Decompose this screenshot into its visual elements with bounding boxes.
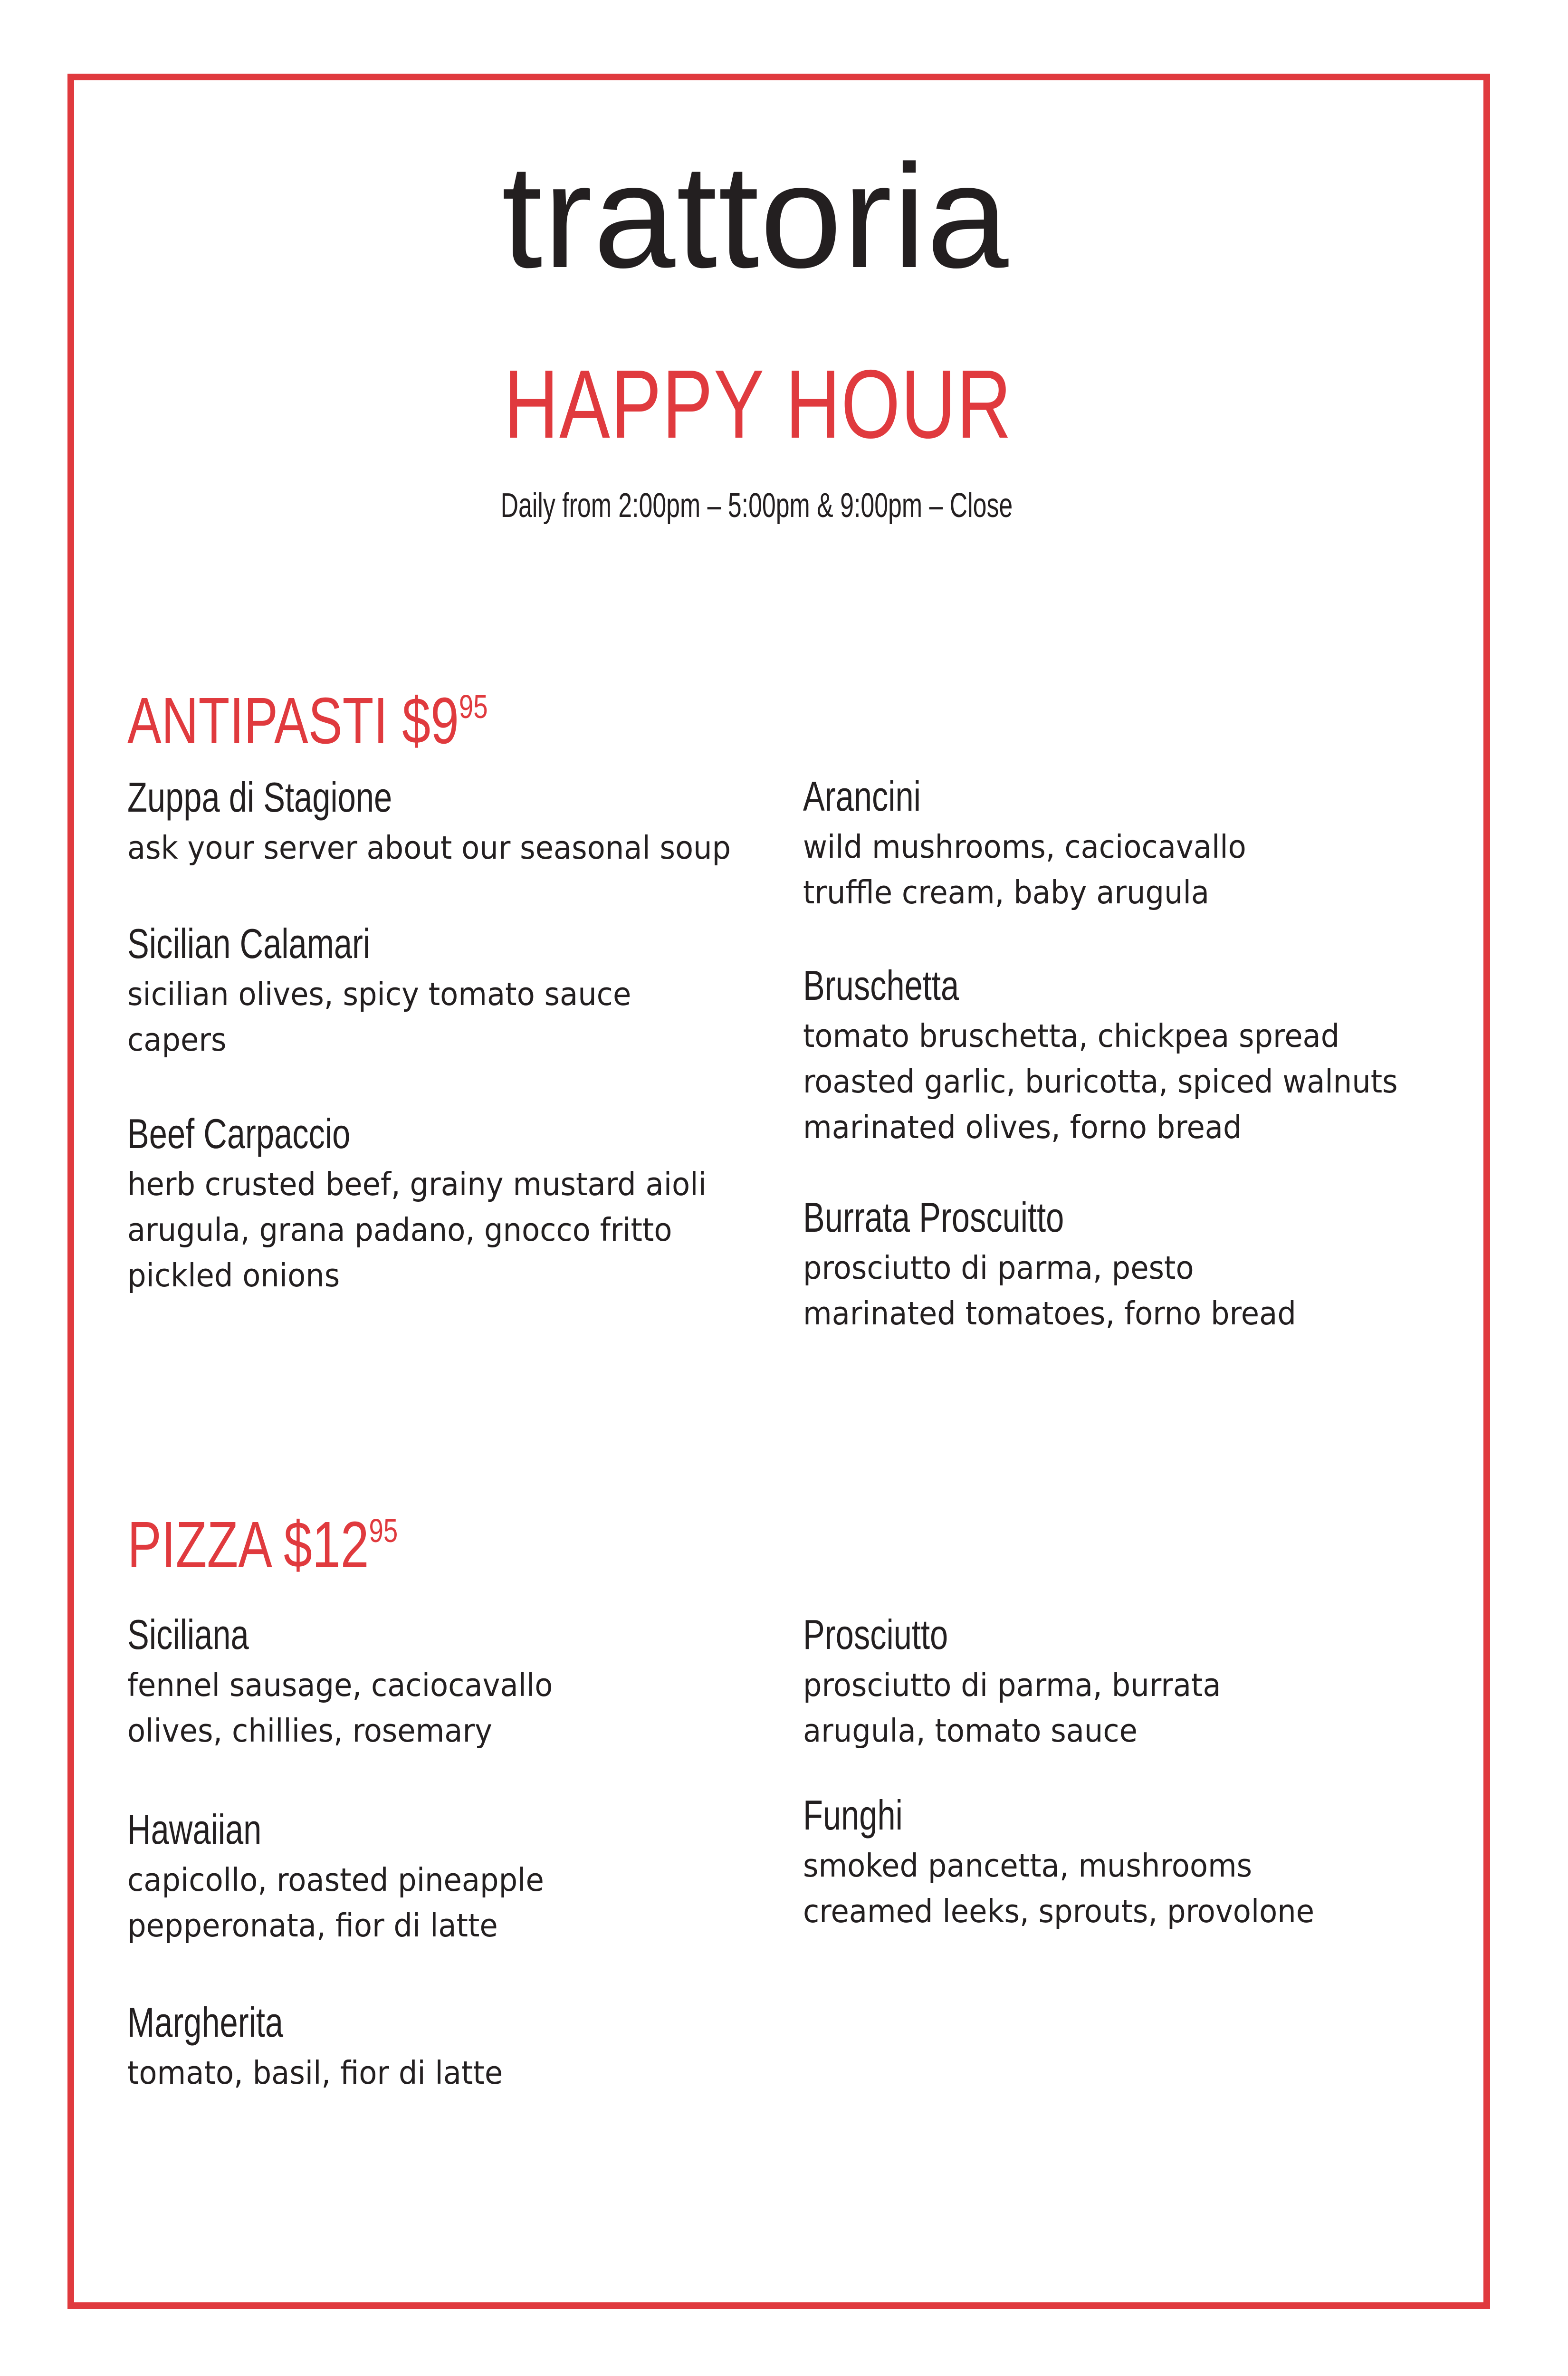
restaurant-logo: trattoria — [501, 134, 1010, 298]
item-name: Bruschetta — [803, 962, 959, 1009]
item-description: tomato bruschetta, chickpea spread — [803, 1017, 1340, 1054]
happy-hour-times: Daily from 2:00pm – 5:00pm & 9:00pm – Close — [500, 487, 1013, 525]
item-description: creamed leeks, sprouts, provolone — [803, 1893, 1315, 1930]
item-description: marinated olives, forno bread — [803, 1109, 1242, 1146]
item-description: herb crusted beef, grainy mustard aioli — [127, 1166, 707, 1203]
item-name: Funghi — [803, 1792, 903, 1839]
item-description: marinated tomatoes, forno bread — [803, 1295, 1296, 1332]
antipasti-section-title — [127, 684, 488, 757]
pizza-section-title — [127, 1508, 398, 1581]
item-description: sicilian olives, spicy tomato sauce — [127, 976, 631, 1013]
item-name: Prosciutto — [803, 1611, 948, 1658]
menu-item-hawaiian — [127, 1806, 575, 1948]
item-description: olives, chillies, rosemary — [127, 1712, 492, 1749]
menu-item-prosciutto — [803, 1611, 1252, 1753]
item-name: Beef Carpaccio — [127, 1110, 351, 1157]
menu-item-arancini — [803, 773, 1280, 915]
item-description: capers — [127, 1021, 227, 1058]
item-name: Arancini — [803, 773, 921, 820]
item-description: capicollo, roasted pineapple — [127, 1861, 544, 1898]
item-description: prosciutto di parma, burrata — [803, 1667, 1221, 1704]
menu-item-burrata — [803, 1194, 1333, 1336]
item-description: truffle cream, baby arugula — [803, 874, 1210, 911]
item-name: Siciliana — [127, 1611, 249, 1658]
item-description: ask your server about our seasonal soup — [127, 829, 731, 866]
item-name: Sicilian Calamari — [127, 920, 371, 967]
item-description: arugula, tomato sauce — [803, 1712, 1138, 1749]
item-description: tomato, basil, fior di latte — [127, 2054, 503, 2091]
pizza-price-cents: 95 — [369, 1512, 398, 1549]
pizza-title-text: PIZZA $12 — [127, 1508, 369, 1581]
item-description: roasted garlic, buricotta, spiced walnuts — [803, 1063, 1398, 1100]
item-description: pepperonata, fior di latte — [127, 1907, 498, 1944]
item-description: wild mushrooms, caciocavallo — [803, 828, 1246, 865]
item-description: fennel sausage, caciocavallo — [127, 1667, 553, 1704]
menu-item-siciliana — [127, 1611, 585, 1753]
item-description: pickled onions — [127, 1257, 340, 1294]
antipasti-price-cents: 95 — [459, 688, 488, 725]
menu-item-carpaccio — [127, 1110, 750, 1298]
menu-item-bruschetta — [803, 962, 1443, 1150]
item-description: smoked pancetta, mushrooms — [803, 1847, 1252, 1884]
item-description: prosciutto di parma, pesto — [803, 1249, 1194, 1286]
menu-item-margherita — [127, 1999, 531, 2096]
happy-hour-heading: HAPPY HOUR — [504, 350, 1013, 459]
item-name: Zuppa di Stagione — [127, 774, 392, 821]
item-name: Burrata Proscuitto — [803, 1194, 1064, 1241]
menu-item-zuppa — [127, 776, 776, 871]
antipasti-title-text: ANTIPASTI $9 — [127, 684, 459, 757]
menu-item-calamari — [127, 920, 669, 1063]
menu-item-funghi — [803, 1794, 1353, 1934]
item-name: Margherita — [127, 1999, 284, 2046]
item-description: arugula, grana padano, gnocco fritto — [127, 1211, 672, 1248]
item-name: Hawaiian — [127, 1806, 262, 1853]
